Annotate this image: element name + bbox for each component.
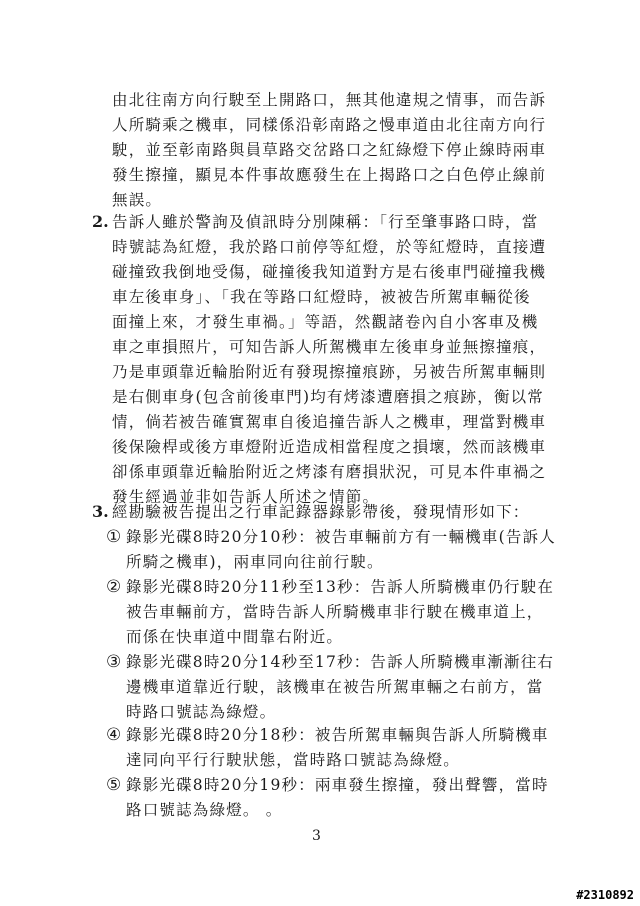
text-line: 由北往南方向行駛至上開路口，無其他違規之情事，而告訴 bbox=[112, 91, 547, 109]
text-line: 乃是車頭靠近輪胎附近有發現擦撞痕跡，另被告所駕車輛則 bbox=[112, 363, 547, 381]
text-line: 所騎之機車)，兩車同向往前行駛。 bbox=[126, 553, 384, 571]
circled-number-1: ① bbox=[106, 527, 122, 547]
text-line: 被告車輛前方，當時告訴人所騎機車非行駛在機車道上， bbox=[126, 603, 544, 621]
text-line: 面撞上來，才發生車禍。」等語，然觀諸卷內自小客車及機 bbox=[112, 313, 539, 331]
text-line: 錄影光碟8時20分18秒：被告所駕車輛與告訴人所騎機車 bbox=[126, 726, 549, 744]
text-line: 而係在快車道中間靠右附近。 bbox=[126, 628, 344, 646]
text-line: 卻係車頭靠近輪胎附近之烤漆有磨損狀況，可見本件車禍之 bbox=[112, 463, 547, 481]
text-line: 時號誌為紅燈，我於路口前停等紅燈，於等紅燈時，直接遭 bbox=[112, 238, 547, 256]
text-line: 錄影光碟8時20分10秒：被告車輛前方有一輛機車(告訴人 bbox=[126, 528, 556, 546]
text-line: 時路口號誌為綠燈。 bbox=[126, 703, 277, 721]
text-line: 錄影光碟8時20分11秒至13秒：告訴人所騎機車仍行駛在 bbox=[126, 578, 555, 596]
circled-number-4: ④ bbox=[106, 725, 122, 745]
text-line: 駛，並至彰南路與員草路交岔路口之紅綠燈下停止線時兩車 bbox=[112, 141, 547, 159]
text-line: 告訴人雖於警詢及偵訊時分別陳稱：「行至肇事路口時，當 bbox=[112, 213, 539, 231]
text-line: 是右側車身(包含前後車門)均有烤漆遭磨損之痕跡，衡以常 bbox=[112, 388, 544, 406]
text-line: 碰撞致我倒地受傷，碰撞後我知道對方是右後車門碰撞我機 bbox=[112, 263, 547, 281]
text-line: 車左後車身」、「我在等路口紅燈時，被被告所駕車輛從後 bbox=[112, 288, 531, 306]
text-line: 人所騎乘之機車，同樣係沿彰南路之慢車道由北往南方向行 bbox=[112, 116, 547, 134]
text-line: 邊機車道靠近行駛，該機車在被告所駕車輛之右前方，當 bbox=[126, 678, 544, 696]
text-line: 情，倘若被告確實駕車自後追撞告訴人之機車，理當對機車 bbox=[112, 413, 547, 431]
page-number: 3 bbox=[312, 828, 321, 844]
circled-number-3: ③ bbox=[106, 652, 122, 672]
item-number: 3. bbox=[92, 502, 109, 521]
circled-number-5: ⑤ bbox=[106, 775, 122, 795]
text-line: 達同向平行行駛狀態，當時路口號誌為綠燈。 bbox=[126, 751, 461, 769]
circled-number-2: ② bbox=[106, 577, 122, 597]
text-line: 經勘驗被告提出之行車記錄器錄影帶後，發現情形如下： bbox=[112, 503, 530, 521]
text-line: 發生擦撞，顯見本件事故應發生在上揭路口之白色停止線前 bbox=[112, 166, 547, 184]
item-number: 2. bbox=[92, 212, 109, 231]
text-line: 後保險桿或後方車燈附近造成相當程度之損壞，然而該機車 bbox=[112, 438, 547, 456]
text-line: 錄影光碟8時20分19秒：兩車發生擦撞，發出聲響，當時 bbox=[126, 776, 549, 794]
text-line: 發生經過並非如告訴人所述之情節。 bbox=[112, 488, 380, 506]
text-line: 錄影光碟8時20分14秒至17秒：告訴人所騎機車漸漸往右 bbox=[126, 653, 555, 671]
text-line: 車之車損照片，可知告訴人所駕機車左後車身並無擦撞痕， bbox=[112, 338, 547, 356]
text-line: 無誤。 bbox=[112, 191, 163, 209]
document-id-stamp: #2310892 bbox=[576, 888, 634, 902]
text-line: 路口號誌為綠燈。 。 bbox=[126, 801, 283, 819]
